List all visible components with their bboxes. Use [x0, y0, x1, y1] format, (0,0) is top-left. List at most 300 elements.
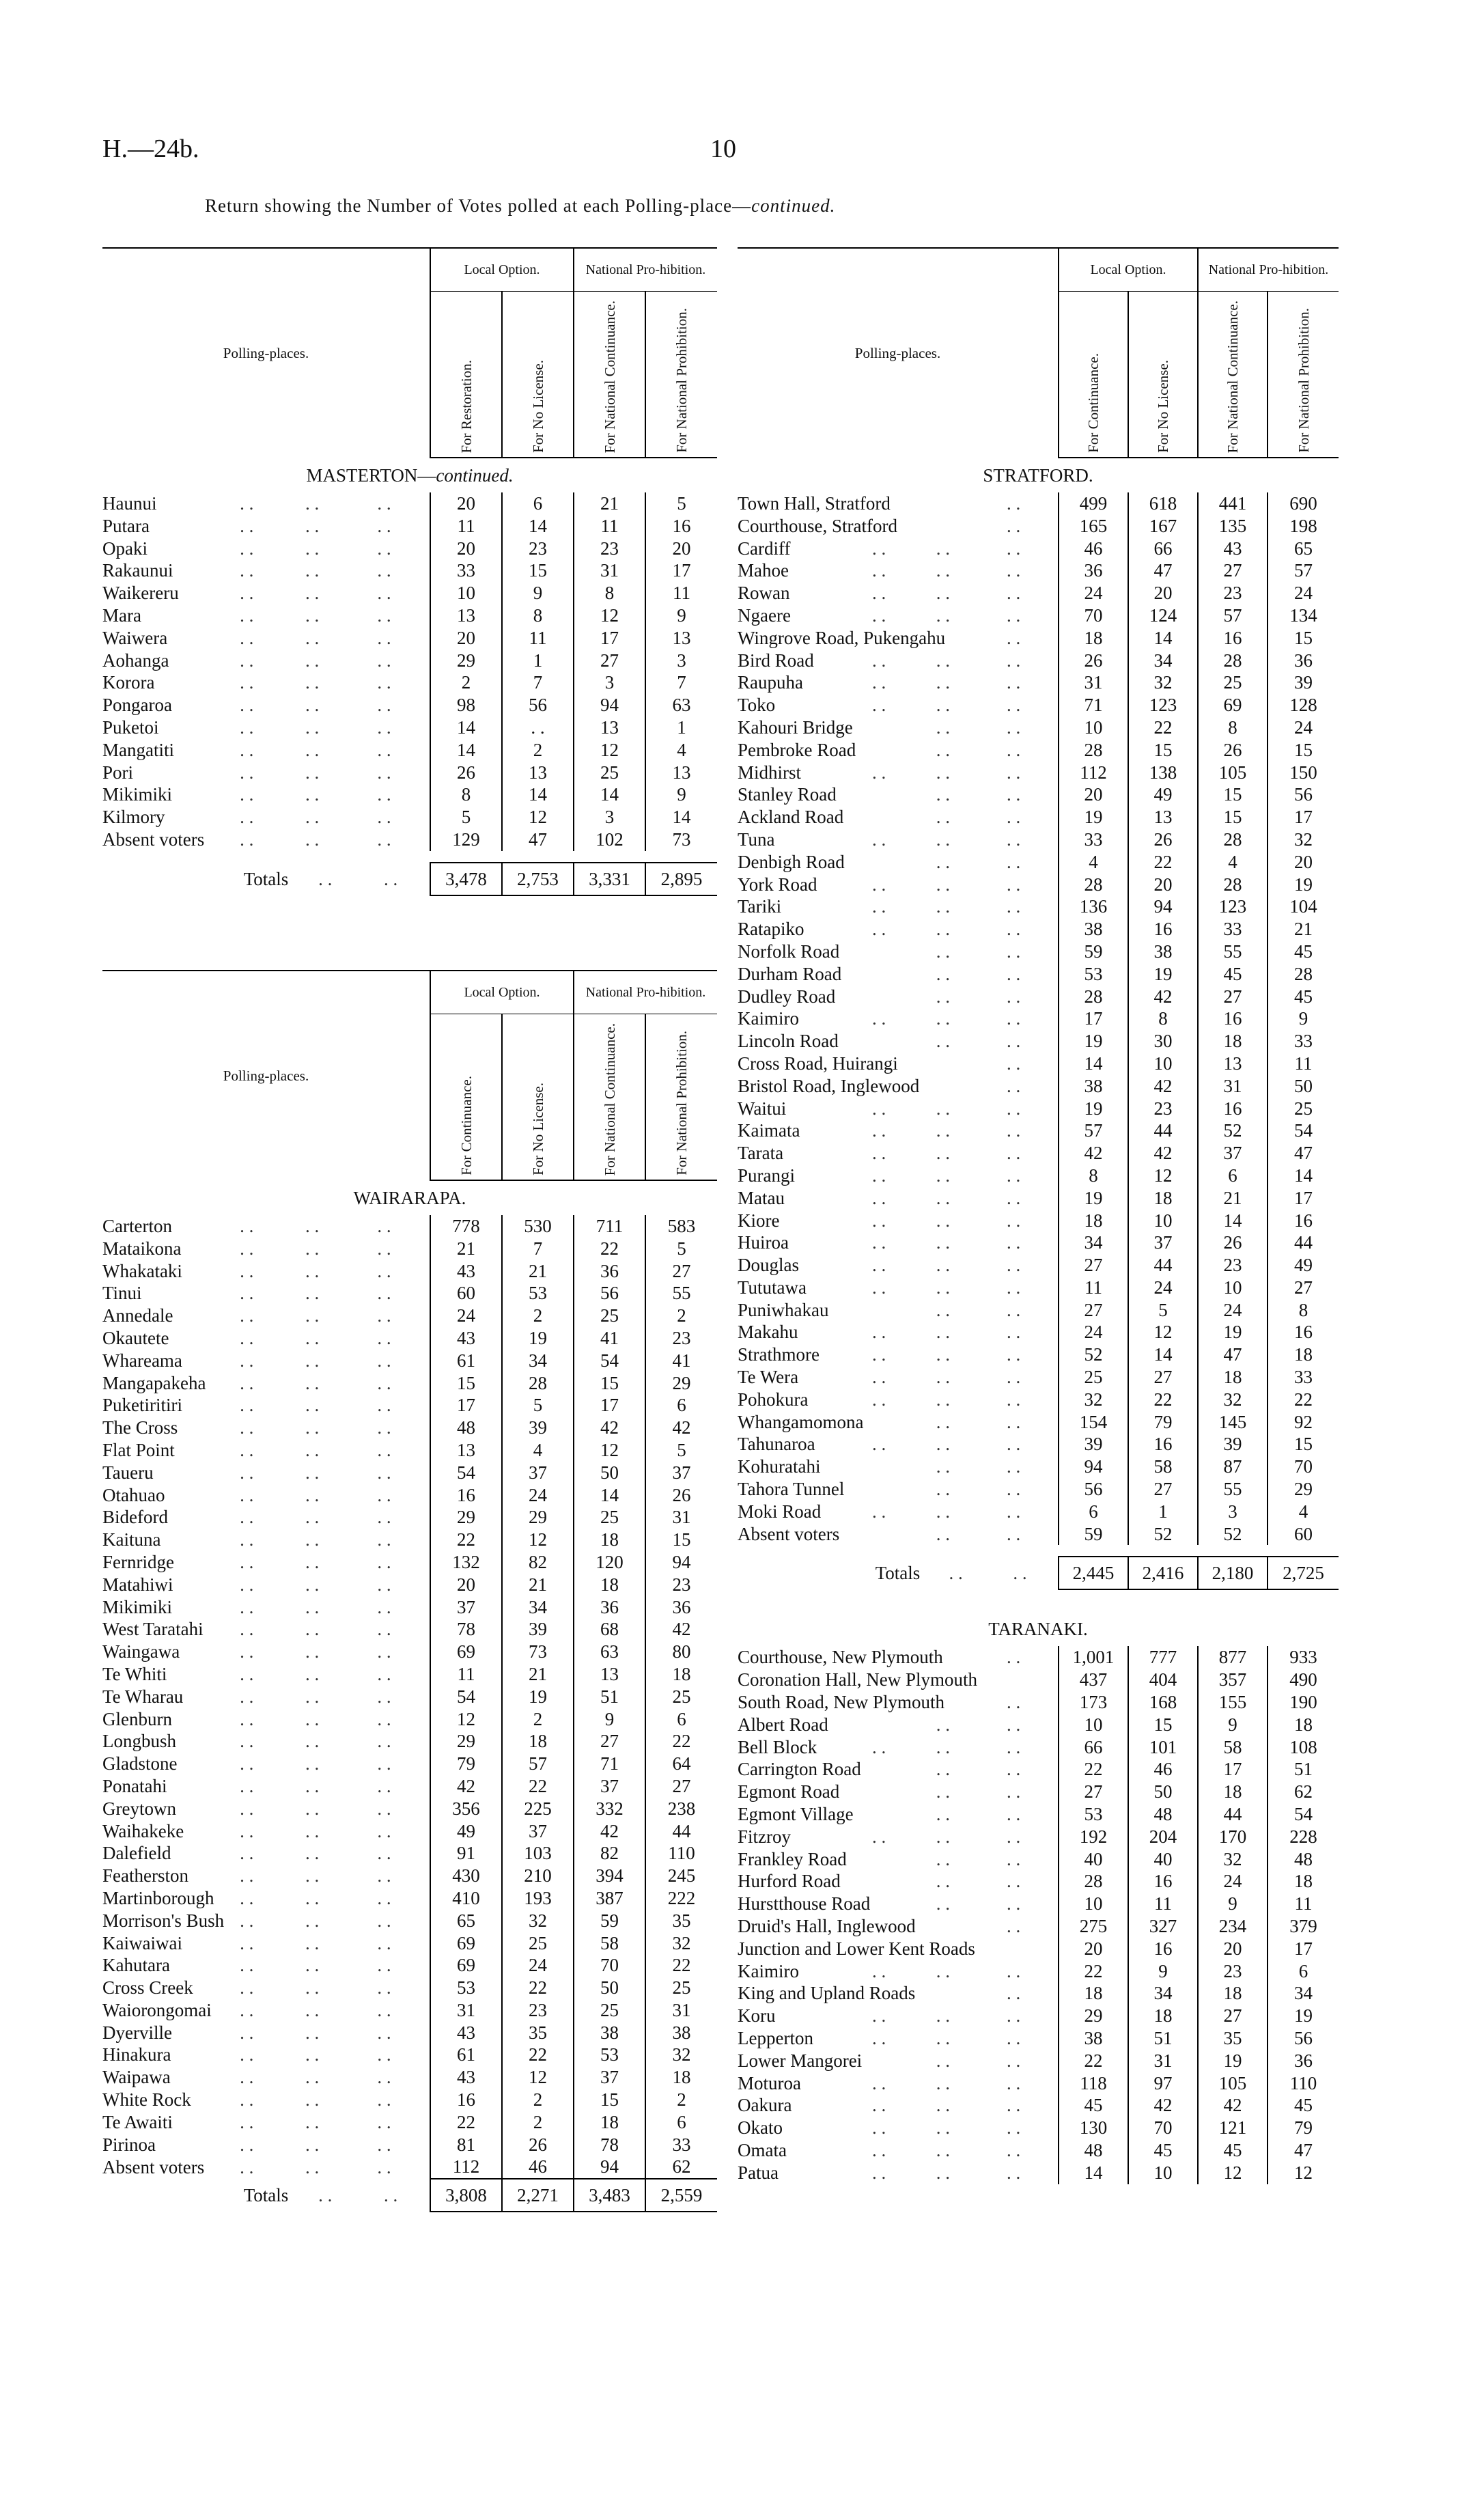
vote-count: 14 [1059, 2162, 1128, 2184]
vote-count: 27 [1198, 559, 1268, 582]
vote-count: 24 [502, 1484, 574, 1507]
leader-dots: . . [1006, 1008, 1021, 1029]
leader-dots: . . [936, 1232, 951, 1253]
vote-count: 17 [430, 1394, 502, 1417]
vote-count: 70 [1128, 2117, 1198, 2139]
vote-count: 29 [645, 1372, 717, 1395]
polling-place-name [102, 1999, 430, 2022]
polling-place-name [738, 895, 1059, 918]
vote-count: 28 [1198, 650, 1268, 672]
vote-count: 690 [1268, 492, 1339, 515]
table-row [738, 1366, 1339, 1389]
polling-place-name [102, 1282, 430, 1305]
leader-dots: . . [383, 2185, 398, 2206]
place-label: Kaiwaiwai [102, 1932, 182, 1953]
total-count: 3,808 [430, 2179, 502, 2212]
vote-count: 4 [1059, 851, 1128, 874]
polling-place-name [738, 2005, 1059, 2027]
table-row [102, 828, 717, 851]
leader-dots: . . [936, 1411, 951, 1432]
table-row [102, 1238, 717, 1260]
vote-count: 57 [502, 1753, 574, 1775]
leader-dots: . . [240, 2044, 254, 2065]
leader-dots: . . [377, 538, 391, 559]
vote-count: 42 [1128, 1142, 1198, 1165]
vote-count: 18 [645, 1663, 717, 1686]
vote-count: 2 [502, 1305, 574, 1327]
leader-dots: . . [305, 515, 320, 536]
vote-count: 19 [1198, 2050, 1268, 2072]
vote-count: 14 [430, 739, 502, 762]
place-label: Stanley Road [738, 784, 837, 805]
vote-count: 34 [1128, 1982, 1198, 2005]
leader-dots: . . [305, 1910, 320, 1931]
vote-count: 37 [502, 1820, 574, 1843]
polling-place-name [102, 716, 430, 739]
vote-count: 42 [1128, 1075, 1198, 1098]
polling-place-name [738, 783, 1059, 806]
section-row [738, 1612, 1339, 1646]
vote-count: 20 [430, 538, 502, 560]
totals-row [738, 1557, 1339, 1589]
vote-count: 18 [1128, 1187, 1198, 1210]
place-label: Dudley Road [738, 986, 836, 1007]
vote-count: 28 [1198, 874, 1268, 896]
vote-count: 10 [1059, 1893, 1128, 1915]
place-label: Omata [738, 2139, 787, 2160]
vote-count: 26 [645, 1484, 717, 1507]
leader-dots: . . [305, 1417, 320, 1438]
table-row [738, 582, 1339, 604]
leader-dots: . . [1006, 1692, 1021, 1713]
place-label: Mangapakeha [102, 1372, 206, 1393]
vote-count: 20 [1198, 1938, 1268, 1960]
leader-dots: . . [936, 963, 951, 984]
leader-dots: . . [240, 1753, 254, 1774]
leader-dots: . . [1006, 1344, 1021, 1365]
vote-count: 112 [430, 2156, 502, 2179]
leader-dots: . . [240, 627, 254, 648]
polling-place-name [102, 2111, 430, 2134]
place-label: Puketiritiri [102, 1395, 182, 1416]
vote-count: 499 [1059, 492, 1128, 515]
leader-dots: . . [871, 2139, 886, 2160]
vote-count: 42 [574, 1820, 645, 1843]
vote-count: 34 [1128, 650, 1198, 672]
vote-count: 11 [502, 627, 574, 650]
vote-count: 31 [1128, 2050, 1198, 2072]
vote-count: 47 [502, 828, 574, 851]
leader-dots: . . [240, 1798, 254, 1819]
vote-count: . . [502, 716, 574, 739]
leader-dots: . . [1006, 493, 1021, 514]
vote-count: 170 [1198, 1826, 1268, 1848]
vote-count: 11 [430, 515, 502, 538]
leader-dots: . . [1006, 1983, 1021, 2004]
leader-dots: . . [1006, 1456, 1021, 1477]
table-row [738, 1501, 1339, 1523]
vote-count: 20 [1059, 783, 1128, 806]
table-row [102, 716, 717, 739]
leader-dots: . . [377, 1507, 391, 1528]
polling-place-name [102, 2156, 430, 2179]
place-label: Kaimiro [738, 1008, 799, 1029]
table-row [102, 1394, 717, 1417]
place-label: Martinborough [102, 1887, 214, 1908]
vote-count: 24 [1268, 582, 1339, 604]
leader-dots: . . [936, 784, 951, 805]
polling-place-name [738, 1030, 1059, 1053]
total-count: 2,753 [502, 863, 574, 895]
vote-count: 52 [1059, 1343, 1128, 1366]
leader-dots: . . [305, 1686, 320, 1707]
total-count: 2,180 [1198, 1557, 1268, 1589]
vote-count: 3 [574, 671, 645, 694]
leader-dots: . . [1006, 1434, 1021, 1455]
vote-count: 12 [574, 739, 645, 762]
vote-count: 52 [1198, 1119, 1268, 1142]
vote-count: 20 [1128, 874, 1198, 896]
vote-count: 19 [1198, 1321, 1268, 1343]
leader-dots: . . [936, 604, 951, 626]
vote-count: 56 [574, 1282, 645, 1305]
vote-count: 58 [1128, 1456, 1198, 1478]
place-label: Mataikona [102, 1238, 182, 1259]
table-row [102, 1663, 717, 1686]
vote-count: 18 [1268, 1714, 1339, 1736]
leader-dots: . . [1006, 716, 1021, 738]
vote-count: 19 [1268, 874, 1339, 896]
leader-dots: . . [871, 896, 886, 917]
leader-dots: . . [240, 1551, 254, 1572]
leader-dots: . . [1006, 1299, 1021, 1320]
vote-count: 52 [1128, 1523, 1198, 1546]
vote-count: 47 [1128, 559, 1198, 582]
table-row [738, 1478, 1339, 1501]
vote-count: 15 [1128, 739, 1198, 762]
vote-count: 404 [1128, 1669, 1198, 1691]
leader-dots: . . [305, 1775, 320, 1796]
table-row [102, 783, 717, 806]
leader-dots: . . [305, 1999, 320, 2020]
polling-place-name [102, 1551, 430, 1574]
leader-dots: . . [305, 650, 320, 671]
masterton-table [102, 247, 717, 896]
leader-dots: . . [936, 1960, 951, 1981]
leader-dots: . . [240, 1574, 254, 1595]
leader-dots: . . [871, 1008, 886, 1029]
spacer-row [738, 1545, 1339, 1557]
place-label: Purangi [738, 1165, 795, 1186]
leader-dots: . . [305, 1596, 320, 1617]
vote-count: 38 [1059, 1075, 1128, 1098]
place-label: Lower Mangorei [738, 2050, 863, 2071]
vote-count: 12 [502, 2066, 574, 2089]
vote-count: 9 [1128, 1960, 1198, 1983]
place-label: Pohokura [738, 1389, 809, 1410]
leader-dots: . . [936, 1456, 951, 1477]
vote-count: 15 [645, 1529, 717, 1551]
vote-count: 32 [645, 1932, 717, 1955]
leader-dots: . . [936, 650, 951, 671]
vote-count: 45 [1198, 963, 1268, 986]
vote-count: 25 [1198, 671, 1268, 694]
vote-count: 10 [1198, 1277, 1268, 1299]
leader-dots: . . [240, 1372, 254, 1393]
leader-dots: . . [305, 583, 320, 604]
vote-count: 777 [1128, 1646, 1198, 1669]
vote-count: 60 [430, 1282, 502, 1305]
vote-count: 167 [1128, 515, 1198, 538]
vote-count: 9 [1268, 1007, 1339, 1030]
place-label: Kilmory [102, 807, 165, 828]
polling-place-name [102, 1887, 430, 1910]
vote-count: 13 [645, 762, 717, 784]
leader-dots: . . [377, 695, 391, 716]
polling-place-name [102, 1529, 430, 1551]
vote-count: 27 [574, 650, 645, 672]
vote-count: 19 [1059, 1187, 1128, 1210]
place-label: Absent voters [102, 2156, 205, 2177]
vote-count: 45 [1128, 2139, 1198, 2162]
vote-count: 70 [1268, 1456, 1339, 1478]
vote-count: 198 [1268, 515, 1339, 538]
table-row [102, 1596, 717, 1619]
totals-row [102, 863, 717, 895]
leader-dots: . . [1006, 851, 1021, 872]
leader-dots: . . [871, 2005, 886, 2027]
table-row [738, 1030, 1339, 1053]
leader-dots: . . [1006, 1389, 1021, 1410]
polling-place-name [102, 1798, 430, 1820]
vote-count: 42 [645, 1618, 717, 1641]
vote-count: 245 [645, 1865, 717, 1887]
leader-dots: . . [305, 672, 320, 693]
leader-dots: . . [1006, 695, 1021, 716]
leader-dots: . . [377, 1775, 391, 1796]
vote-count: 18 [1198, 1781, 1268, 1803]
table-row [102, 604, 717, 627]
leader-dots: . . [240, 515, 254, 536]
vote-count: 32 [1198, 1389, 1268, 1411]
place-label: Makahu [738, 1322, 798, 1343]
leader-dots: . . [305, 1216, 320, 1236]
leader-dots: . . [936, 986, 951, 1007]
vote-count: 29 [502, 1506, 574, 1529]
table-row [738, 1915, 1339, 1938]
vote-count: 22 [1128, 851, 1198, 874]
table-row [102, 1484, 717, 1507]
vote-count: 42 [645, 1417, 717, 1439]
place-label: Mikimiki [102, 1596, 173, 1617]
leader-dots: . . [936, 851, 951, 872]
polling-place-name [102, 694, 430, 716]
vote-count: 394 [574, 1865, 645, 1887]
place-label: Pori [102, 762, 134, 783]
leader-dots: . . [936, 1781, 951, 1802]
vote-count: 10 [1059, 716, 1128, 739]
leader-dots: . . [377, 1843, 391, 1864]
vote-count: 234 [1198, 1915, 1268, 1938]
polling-place-name [102, 1686, 430, 1708]
vote-count: 32 [1268, 828, 1339, 851]
vote-count: 101 [1128, 1736, 1198, 1759]
vote-count: 20 [645, 538, 717, 560]
place-label: Te Wera [738, 1367, 799, 1388]
table-row [738, 1803, 1339, 1826]
vote-count: 16 [1268, 1321, 1339, 1343]
polling-place-name [738, 762, 1059, 784]
leader-dots: . . [377, 1216, 391, 1236]
leader-dots: . . [377, 1910, 391, 1931]
polling-place-name [102, 1730, 430, 1753]
vote-count: 61 [430, 1350, 502, 1372]
vote-count: 24 [1198, 1870, 1268, 1893]
vote-count: 20 [430, 1574, 502, 1596]
leader-dots: . . [377, 828, 391, 850]
leader-dots: . . [377, 1238, 391, 1259]
polling-place-name [102, 1462, 430, 1484]
table-row [738, 762, 1339, 784]
leader-dots: . . [1006, 874, 1021, 895]
leader-dots: . . [1006, 828, 1021, 850]
leader-dots: . . [377, 1574, 391, 1595]
totals-text: Totals [243, 2185, 289, 2206]
vote-count: 22 [645, 1730, 717, 1753]
table-row [102, 1506, 717, 1529]
leader-dots: . . [936, 739, 951, 760]
leader-dots: . . [377, 1731, 391, 1752]
vote-count: 53 [430, 1977, 502, 1999]
vote-count: 53 [1059, 1803, 1128, 1826]
table-row [102, 1798, 717, 1820]
vote-count: 14 [502, 783, 574, 806]
table-row [738, 1231, 1339, 1254]
vote-count: 22 [1128, 1389, 1198, 1411]
vote-count: 69 [430, 1954, 502, 1977]
leader-dots: . . [240, 784, 254, 805]
table-row [102, 1865, 717, 1887]
polling-place-name [102, 783, 430, 806]
page-number: 10 [710, 135, 736, 163]
vote-count: 877 [1198, 1646, 1268, 1669]
vote-count: 38 [1059, 918, 1128, 941]
vote-count: 18 [1198, 1030, 1268, 1053]
leader-dots: . . [1006, 1714, 1021, 1735]
leader-dots: . . [1006, 1255, 1021, 1276]
vote-count: 104 [1268, 895, 1339, 918]
vote-count: 14 [574, 783, 645, 806]
vote-count: 12 [502, 806, 574, 828]
leader-dots: . . [305, 2134, 320, 2155]
place-label: Lincoln Road [738, 1031, 839, 1052]
vote-count: 31 [1059, 671, 1128, 694]
leader-dots: . . [871, 2028, 886, 2048]
vote-count: 59 [574, 1910, 645, 1932]
vote-count: 6 [645, 2111, 717, 2134]
table-row [738, 963, 1339, 986]
leader-dots: . . [936, 1008, 951, 1029]
leader-dots: . . [305, 1395, 320, 1416]
vote-count: 71 [1059, 694, 1128, 716]
vote-count: 51 [1268, 1758, 1339, 1781]
table-row [102, 1574, 717, 1596]
polling-place-name [738, 1646, 1059, 1669]
vote-count: 31 [574, 559, 645, 582]
vote-count: 27 [1128, 1478, 1198, 1501]
vote-count: 105 [1198, 2072, 1268, 2095]
leader-dots: . . [305, 538, 320, 559]
leader-dots: . . [240, 2022, 254, 2043]
place-label: Te Whiti [102, 1663, 167, 1684]
vote-count: 51 [574, 1686, 645, 1708]
vote-count: 18 [574, 1574, 645, 1596]
polling-place-name [738, 806, 1059, 828]
vote-count: 37 [574, 1775, 645, 1798]
vote-count: 5 [645, 1439, 717, 1462]
vote-count: 150 [1268, 762, 1339, 784]
vote-count: 12 [574, 604, 645, 627]
vote-count: 39 [1268, 671, 1339, 694]
vote-count: 138 [1128, 762, 1198, 784]
leader-dots: . . [936, 828, 951, 850]
vote-count: 94 [574, 694, 645, 716]
vote-count: 38 [1059, 2027, 1128, 2050]
vote-count: 34 [502, 1596, 574, 1619]
vote-count: 173 [1059, 1691, 1128, 1714]
vote-count: 48 [430, 1417, 502, 1439]
vote-count: 24 [502, 1954, 574, 1977]
vote-count: 61 [430, 2044, 502, 2066]
leader-dots: . . [871, 1389, 886, 1410]
polling-place-name [738, 1456, 1059, 1478]
leader-dots: . . [936, 1031, 951, 1052]
table-row [738, 918, 1339, 941]
vote-count: 16 [1128, 1433, 1198, 1456]
vote-count: 165 [1059, 515, 1128, 538]
leader-dots: . . [377, 627, 391, 648]
place-label: The Cross [102, 1417, 178, 1438]
polling-place-name [102, 1484, 430, 1507]
leader-dots: . . [1006, 672, 1021, 693]
vote-count: 8 [1128, 1007, 1198, 1030]
leader-dots: . . [377, 1708, 391, 1729]
leader-dots: . . [377, 1417, 391, 1438]
vote-count: 387 [574, 1887, 645, 1910]
place-label: Flat Point [102, 1439, 175, 1460]
vote-count: 12 [1268, 2162, 1339, 2184]
leader-dots: . . [305, 1283, 320, 1304]
leader-dots: . . [1006, 2050, 1021, 2071]
vote-count: 30 [1128, 1030, 1198, 1053]
vote-count: 16 [1198, 627, 1268, 650]
table-row [738, 627, 1339, 650]
vote-count: 11 [1059, 1277, 1128, 1299]
vote-count: 9 [645, 783, 717, 806]
leader-dots: . . [305, 2111, 320, 2132]
vote-count: 32 [1059, 1389, 1128, 1411]
leader-dots: . . [1006, 1647, 1021, 1668]
place-label: Whakataki [102, 1260, 182, 1281]
place-label: Norfolk Road [738, 941, 840, 962]
vote-count: 103 [502, 1842, 574, 1865]
leader-dots: . . [305, 716, 320, 738]
place-label: Midhirst [738, 762, 802, 783]
table-row [102, 1372, 717, 1395]
leader-dots: . . [377, 2067, 391, 2088]
place-label: Rakaunui [102, 560, 173, 581]
vote-count: 69 [1198, 694, 1268, 716]
